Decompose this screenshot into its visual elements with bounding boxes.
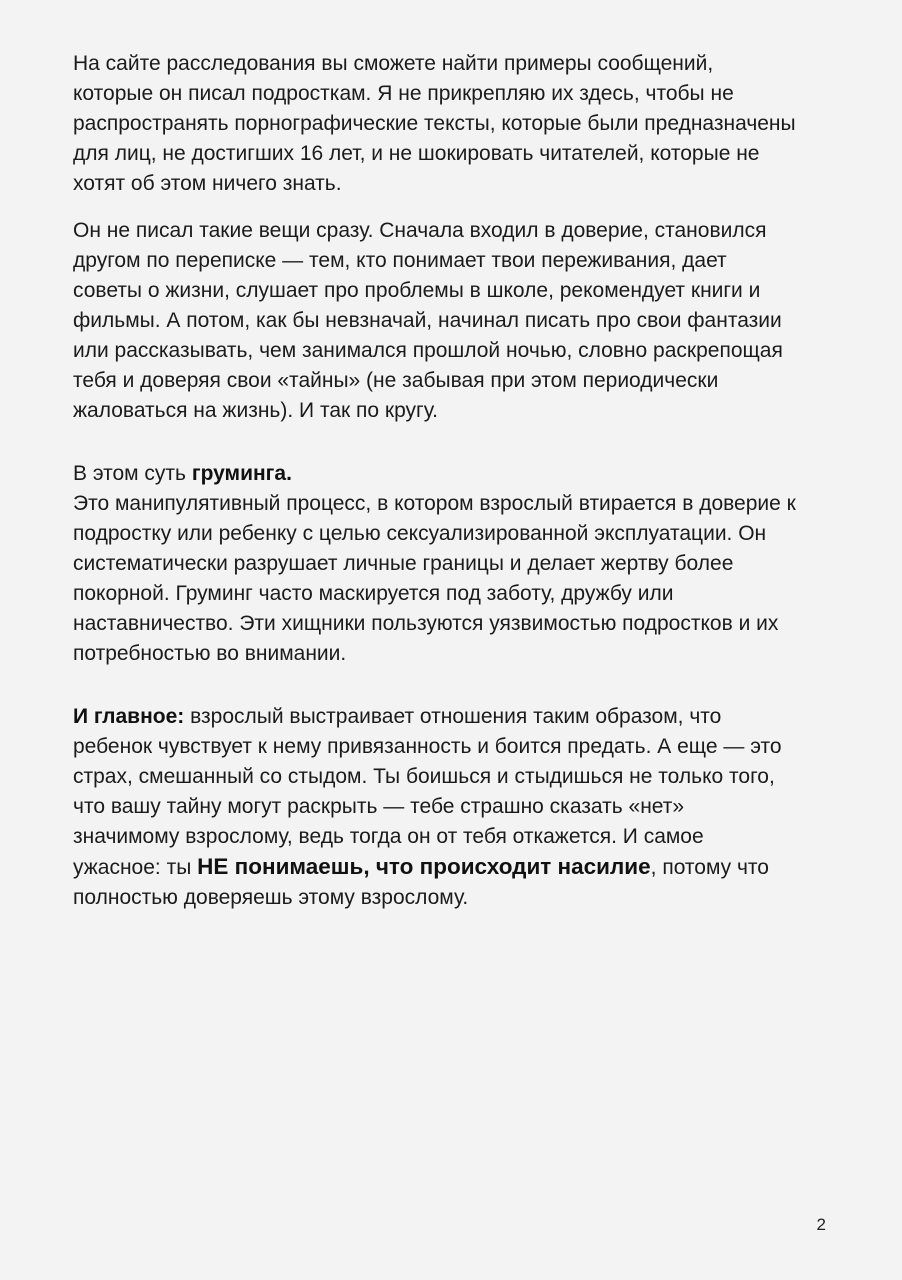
text-line: жаловаться на жизнь). И так по кругу. [73,399,438,422]
main-point-rest: взрослый выстраивает отношения таким образом, что [184,705,722,728]
text-line: что вашу тайну могут раскрыть — тебе страшно сказать «нет» [73,795,685,818]
text-line: значимому взрослому, ведь тогда он от тебя откажется. И самое [73,825,704,848]
text-line: систематически разрушает личные границы и делает жертву более [73,552,734,575]
text-line: потребностью во внимании. [73,642,347,665]
page-number: 2 [816,1215,826,1234]
text-line: наставничество. Эти хищники пользуются уязвимостью подростков и их [73,612,779,635]
text-line-first [73,702,843,732]
text-line: или рассказывать, чем занимался прошлой ночью, словно раскрепощая [73,339,783,362]
main-point-label: И главное: [73,705,185,728]
text-line: На сайте расследования вы сможете найти примеры сообщений, [73,52,714,75]
text-line: фильмы. А потом, как бы невзначай, начинал писать про свои фантазии [73,309,782,332]
text-line-emphasis [73,852,843,883]
text-line: подростку или ребенку с целью сексуализированной эксплуатации. Он [73,522,767,545]
text-line: которые он писал подросткам. Я не прикрепляю их здесь, чтобы не [73,82,734,105]
text-line: тебя и доверяя свои «тайны» (не забывая при этом периодически [73,369,719,392]
emphasis-bold: НЕ понимаешь, что происходит насилие [197,854,651,879]
paragraph-main-point [73,702,843,913]
text-line: советы о жизни, слушает про проблемы в школе, рекомендует книги и [73,279,761,302]
text-line: распространять порнографические тексты, которые были предназначены [73,112,796,135]
emphasis-before: ужасное: ты [73,856,198,879]
grooming-term: груминга. [191,462,292,485]
text-line: страх, смешанный со стыдом. Ты боишься и стыдишься не только того, [73,765,775,788]
paragraph-investigation [73,49,843,199]
text-line: другом по переписке — тем, кто понимает твои переживания, дает [73,249,727,272]
paragraph-grooming-definition [73,459,843,669]
text-line: Он не писал такие вещи сразу. Сначала входил в доверие, становился [73,219,767,242]
text-line-intro [73,459,843,489]
emphasis-after: , потому что [650,856,769,879]
document-body [73,49,843,930]
paragraph-trust [73,216,843,426]
text-line: для лиц, не достигших 16 лет, и не шокировать читателей, которые не [73,142,760,165]
intro-text: В этом суть [73,462,192,485]
text-line: ребенок чувствует к нему привязанность и боится предать. А еще — это [73,735,782,758]
text-line: Это манипулятивный процесс, в котором взрослый втирается в доверие к [73,492,796,515]
text-line: покорной. Груминг часто маскируется под заботу, дружбу или [73,582,674,605]
text-line: полностью доверяешь этому взрослому. [73,886,469,909]
text-line: хотят об этом ничего знать. [73,172,342,195]
